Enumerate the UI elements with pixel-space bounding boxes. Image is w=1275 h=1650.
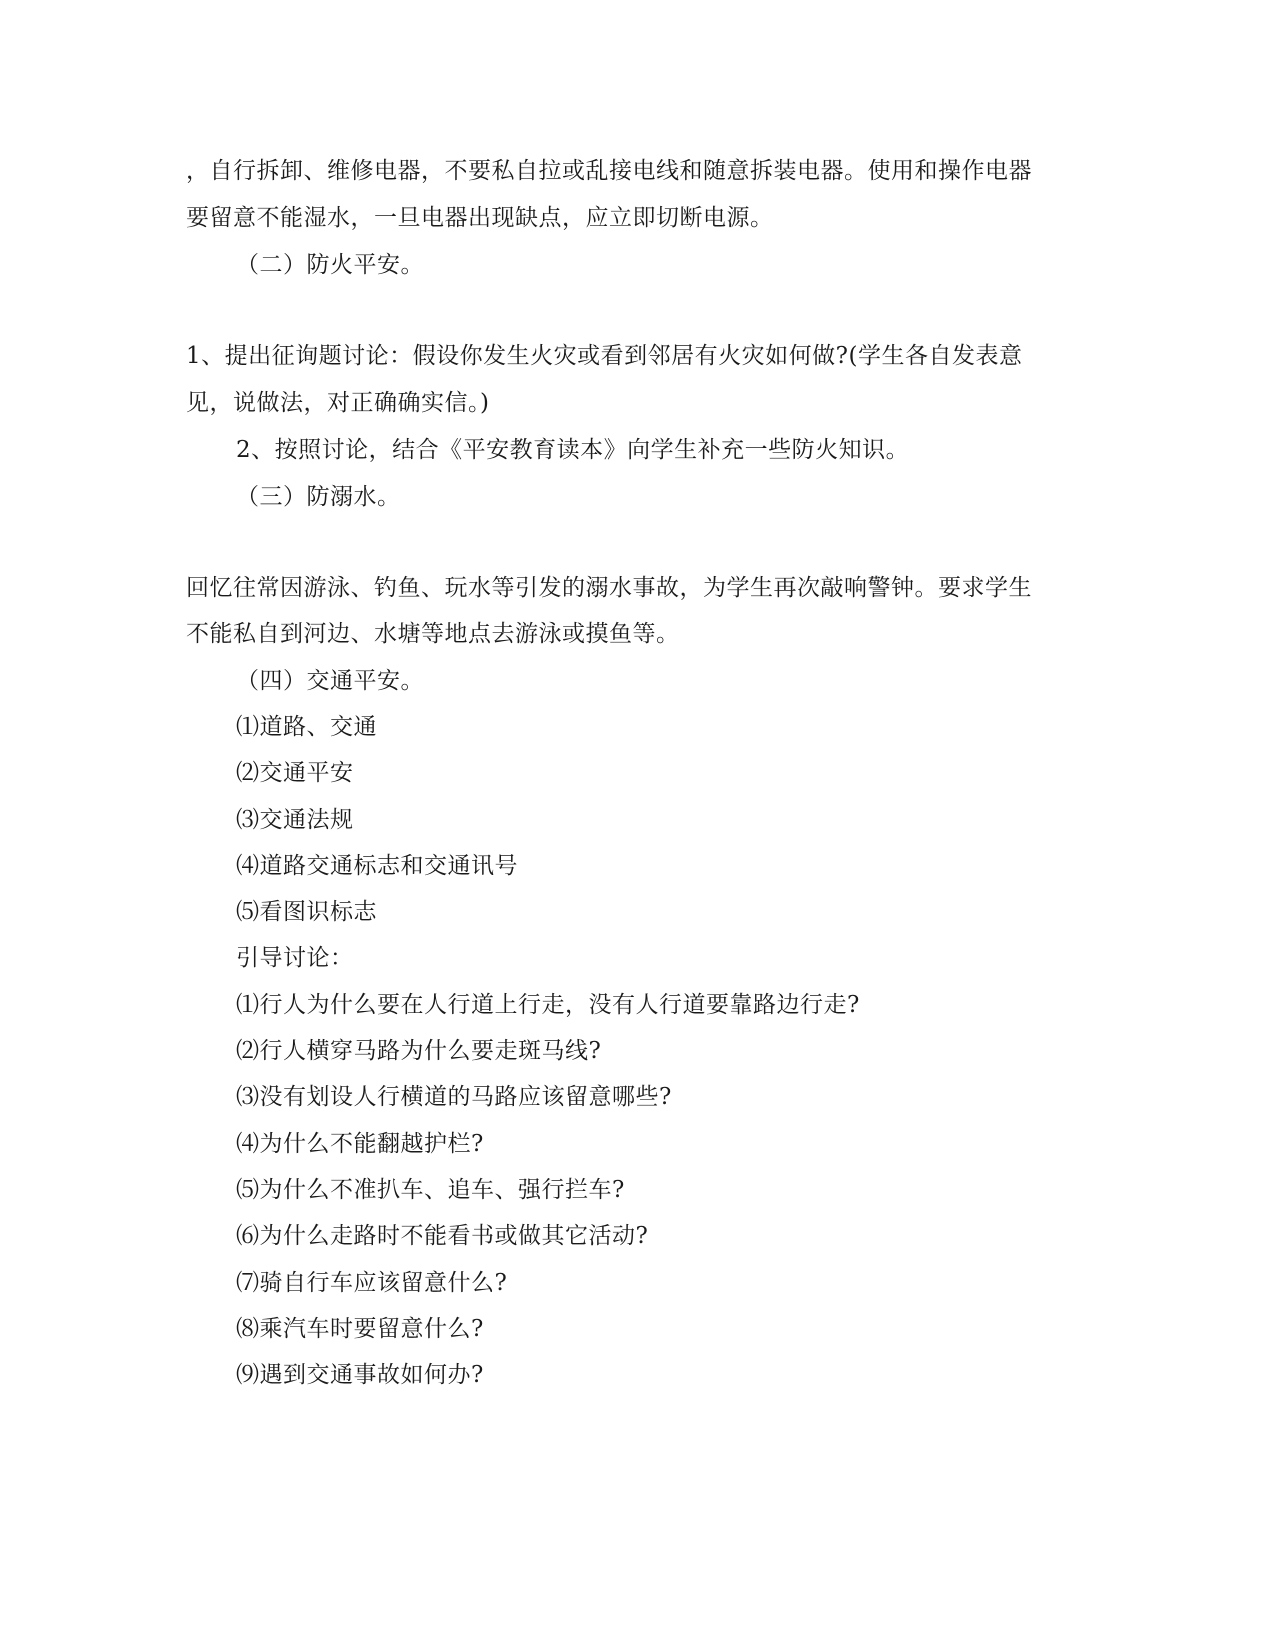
list-item: ⑸看图识标志	[236, 899, 377, 925]
paragraph-line: 1、提出征询题讨论：假设你发生火灾或看到邻居有火灾如何做?(学生各自发表意	[186, 343, 1023, 369]
section-heading: （四）交通平安。	[236, 668, 424, 694]
list-item: ⑴行人为什么要在人行道上行走，没有人行道要靠路边行走?	[236, 992, 860, 1018]
paragraph-line: ，自行拆卸、维修电器，不要私自拉或乱接电线和随意拆装电器。使用和操作电器	[186, 158, 1032, 184]
list-item: ⑻乘汽车时要留意什么?	[236, 1316, 484, 1342]
section-heading: （二）防火平安。	[236, 252, 424, 278]
paragraph-line: 2、按照讨论，结合《平安教育读本》向学生补充一些防火知识。	[236, 437, 910, 463]
list-item: ⑺骑自行车应该留意什么?	[236, 1270, 508, 1296]
list-item: ⑹为什么走路时不能看书或做其它活动?	[236, 1223, 649, 1249]
list-item: ⑶没有划设人行横道的马路应该留意哪些?	[236, 1084, 672, 1110]
paragraph-line: 要留意不能湿水，一旦电器出现缺点，应立即切断电源。	[186, 205, 774, 231]
paragraph-line: 回忆往常因游泳、钓鱼、玩水等引发的溺水事故，为学生再次敲响警钟。要求学生	[186, 575, 1032, 601]
section-heading: （三）防溺水。	[236, 484, 401, 510]
list-item: ⑸为什么不准扒车、追车、强行拦车?	[236, 1177, 625, 1203]
list-item: ⑷道路交通标志和交通讯号	[236, 853, 518, 879]
list-item: ⑴道路、交通	[236, 714, 377, 740]
list-item: ⑵行人横穿马路为什么要走斑马线?	[236, 1038, 602, 1064]
list-item: ⑼遇到交通事故如何办?	[236, 1362, 484, 1388]
list-item: ⑶交通法规	[236, 807, 354, 833]
paragraph-line: 不能私自到河边、水塘等地点去游泳或摸鱼等。	[186, 621, 680, 647]
paragraph-line: 见，说做法，对正确确实信。)	[186, 390, 490, 416]
list-item: ⑵交通平安	[236, 760, 354, 786]
discussion-heading: 引导讨论：	[236, 945, 354, 971]
list-item: ⑷为什么不能翻越护栏?	[236, 1131, 484, 1157]
